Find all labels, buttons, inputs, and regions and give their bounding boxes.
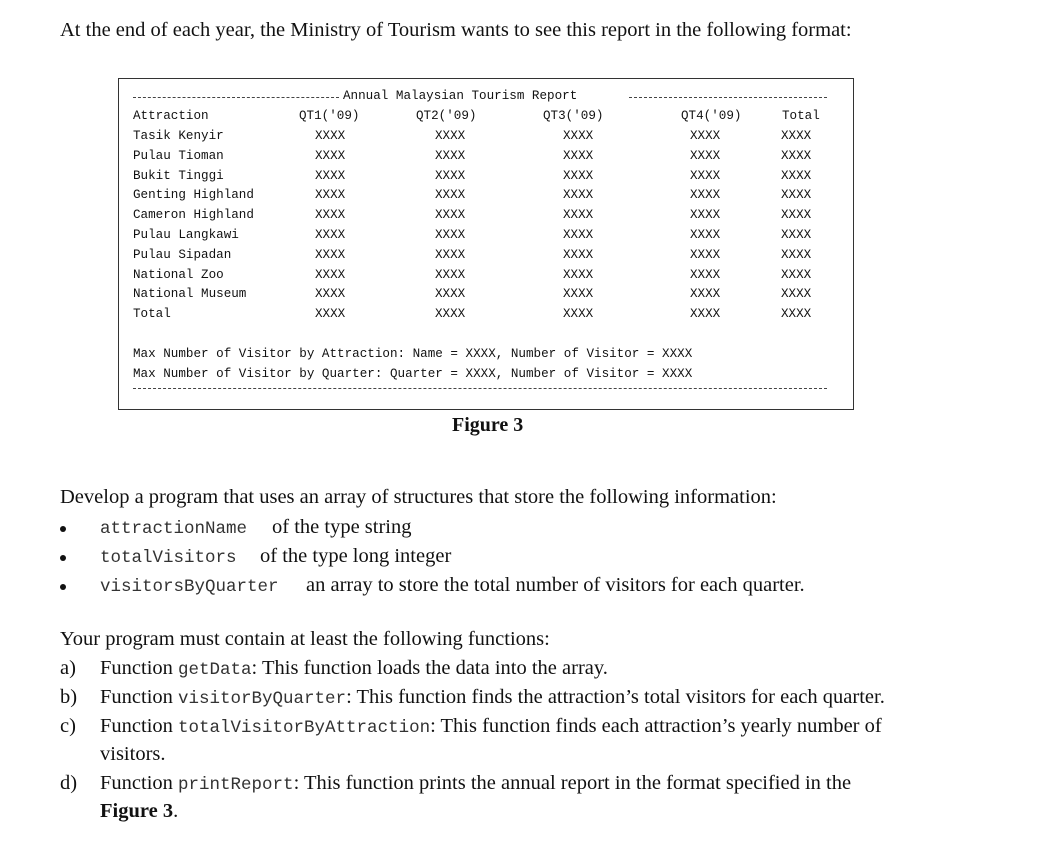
row-value-cell: XXXX [315,307,346,322]
figure-ref: Figure 3 [100,800,174,822]
header-qt4: QT4('09) [681,109,742,123]
row-value-cell: XXXX [563,148,594,163]
row-attraction-name: Total [133,307,171,322]
bottom-dash [133,388,827,389]
row-value-cell: XXXX [690,228,721,242]
row-value-cell: XXXX [563,188,594,203]
function-text: : This function finds the attraction’s total visitors for each quarter. [346,686,885,708]
row-value-cell: XXXX [563,228,594,242]
row-value-cell: XXXX [315,168,346,183]
row-value-cell: XXXX [781,247,812,262]
title-dash-left [133,97,339,98]
row-attraction-name: National Zoo [133,267,224,282]
intro-text: At the end of each year, the Ministry of Tourism wants to see this report in the following format: [60,19,852,41]
header-qt3: QT3('09) [543,109,604,123]
row-attraction-name: Pulau Langkawi [133,228,239,242]
row-value-cell: XXXX [563,129,594,143]
function-code: visitorByQuarter [178,689,347,709]
function-prefix: Function [100,657,179,679]
bullet-code: attractionName [100,519,248,539]
row-value-cell: XXXX [315,287,346,302]
function-prefix: Function [100,715,179,737]
bullet-text: an array to store the total number of visitors for each quarter. [306,574,805,596]
row-value-cell: XXXX [435,228,466,242]
row-value-cell: XXXX [563,208,594,223]
row-value-cell: XXXX [563,287,594,302]
row-value-cell: XXXX [781,129,812,143]
header-qt1: QT1('09) [299,109,360,123]
function-c-continuation: visitors. [100,743,166,765]
row-value-cell: XXXX [435,247,466,262]
row-value-cell: XXXX [315,148,346,163]
row-value-cell: XXXX [435,307,466,322]
bullet-dot-icon [60,584,66,590]
function-prefix: Function [100,772,179,794]
row-value-cell: XXXX [435,287,466,302]
row-value-cell: XXXX [781,208,812,223]
function-letter: d) [60,772,78,794]
function-code: printReport [178,775,294,795]
row-value-cell: XXXX [781,168,812,183]
bullet-dot-icon [60,526,66,532]
header-attraction: Attraction [133,109,209,123]
row-value-cell: XXXX [563,168,594,183]
row-value-cell: XXXX [690,307,721,322]
row-value-cell: XXXX [435,129,466,143]
function-d-figure-ref: Figure 3. [100,800,179,822]
row-value-cell: XXXX [315,208,346,223]
row-attraction-name: National Museum [133,287,247,302]
row-value-cell: XXXX [690,168,721,183]
function-letter: a) [60,657,76,679]
function-text: : This function loads the data into the array. [251,657,608,679]
row-attraction-name: Bukit Tinggi [133,168,224,183]
function-text: : This function finds each attraction’s yearly number of [430,715,882,737]
row-value-cell: XXXX [690,129,721,143]
row-attraction-name: Pulau Sipadan [133,247,232,262]
develop-text: Develop a program that uses an array of structures that store the following information: [60,486,777,508]
row-attraction-name: Pulau Tioman [133,148,224,163]
bullet-text: of the type string [272,516,412,538]
function-letter: c) [60,715,76,737]
row-value-cell: XXXX [690,247,721,262]
row-value-cell: XXXX [781,148,812,163]
row-value-cell: XXXX [315,188,346,203]
row-value-cell: XXXX [315,267,346,282]
bullet-code: totalVisitors [100,548,237,568]
row-value-cell: XXXX [315,247,346,262]
row-value-cell: XXXX [435,188,466,203]
report-figure [118,78,854,410]
row-value-cell: XXXX [563,247,594,262]
function-letter: b) [60,686,78,708]
row-value-cell: XXXX [563,307,594,322]
bullet-dot-icon [60,555,66,561]
row-value-cell: XXXX [690,188,721,203]
row-value-cell: XXXX [435,148,466,163]
function-prefix: Function [100,686,179,708]
function-text: : This function prints the annual report in the format specified in the [293,772,852,794]
row-attraction-name: Genting Highland [133,188,254,203]
row-value-cell: XXXX [315,129,346,143]
function-code: totalVisitorByAttraction [178,718,431,738]
report-title: Annual Malaysian Tourism Report [343,89,578,103]
row-value-cell: XXXX [690,287,721,302]
row-value-cell: XXXX [435,168,466,183]
bullet-code: visitorsByQuarter [100,577,279,597]
row-value-cell: XXXX [315,228,346,242]
max-by-quarter: Max Number of Visitor by Quarter: Quarter = XXXX, Number of Visitor = XXXX [133,367,693,381]
must-contain-text: Your program must contain at least the following functions: [60,628,550,650]
row-value-cell: XXXX [781,228,812,242]
row-value-cell: XXXX [781,287,812,302]
row-value-cell: XXXX [781,307,812,322]
row-value-cell: XXXX [781,188,812,203]
title-dash-right [629,97,827,98]
row-value-cell: XXXX [690,208,721,223]
row-value-cell: XXXX [435,267,466,282]
row-value-cell: XXXX [781,267,812,282]
figure-caption: Figure 3 [452,414,524,436]
row-value-cell: XXXX [563,267,594,282]
max-by-attraction: Max Number of Visitor by Attraction: Name = XXXX, Number of Visitor = XXXX [133,347,693,361]
row-value-cell: XXXX [435,208,466,223]
row-attraction-name: Tasik Kenyir [133,129,224,143]
header-total: Total [782,109,820,123]
bullet-text: of the type long integer [260,545,452,567]
function-code: getData [178,660,252,680]
row-value-cell: XXXX [690,267,721,282]
row-attraction-name: Cameron Highland [133,208,254,223]
header-qt2: QT2('09) [416,109,477,123]
row-value-cell: XXXX [690,148,721,163]
